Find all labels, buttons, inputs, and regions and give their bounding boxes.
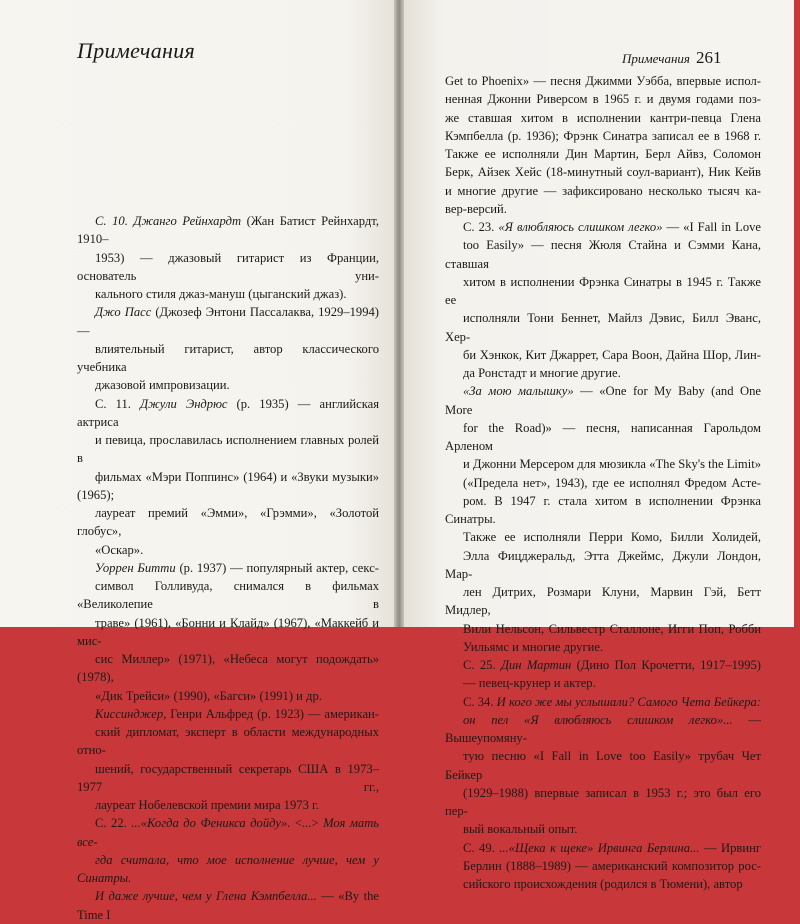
- text-line: [445, 382, 761, 419]
- text-run: — «By the Time I: [77, 889, 380, 922]
- text-line: [77, 431, 379, 468]
- text-run: ром. В 1947 г. стала хитом в исполнении Фрэнка Синатры.: [445, 493, 761, 526]
- text-line: [445, 72, 761, 90]
- text-run: 1953) — джазовый гитарист из Франции, основатель уни-: [77, 250, 379, 283]
- text-line: [445, 638, 761, 656]
- text-run: сийского происхождения (родился в Тюмени), автор: [463, 877, 743, 891]
- note-paragraph: [77, 303, 379, 394]
- text-line: [445, 875, 761, 893]
- text-line: [445, 839, 761, 857]
- text-run: («Предела нет», 1943), где ее исполнял Фредом Асте-: [463, 475, 761, 490]
- text-run: — «One for My Baby (and One More: [445, 384, 761, 417]
- text-line: [445, 109, 761, 127]
- note-paragraph: [77, 395, 379, 559]
- text-run: С. 49.: [463, 840, 500, 855]
- text-line: [445, 236, 761, 273]
- text-line: [77, 395, 379, 432]
- running-header-label: Примечания: [622, 51, 690, 66]
- text-line: [77, 851, 379, 888]
- text-run: и Джонни Мерсером для мюзикла «The Sky's the Limit»: [463, 457, 761, 472]
- note-paragraph: [445, 72, 761, 218]
- note-paragraph: [77, 705, 379, 815]
- text-run: исполняли Тони Беннет, Майлз Дэвис, Билл Эванс, Хер-: [445, 311, 761, 344]
- text-line: [445, 455, 761, 473]
- text-run: Берк, Айзек Хейс (18-минутный соул-вариант), Ник Кейв: [445, 165, 761, 180]
- text-run: С. 25.: [463, 658, 501, 672]
- text-line: [445, 711, 761, 748]
- text-line: [77, 887, 379, 924]
- italic-term: «Я влюбляюсь слишком легко»: [498, 220, 663, 234]
- text-run: Get to Phoenix» — песня Джимми Уэбба, впервые испол-: [445, 74, 761, 88]
- text-run: С. 11.: [95, 396, 141, 411]
- text-line: [445, 857, 761, 875]
- text-line: [445, 547, 761, 584]
- note-paragraph: [445, 839, 761, 894]
- note-paragraph: [77, 212, 379, 303]
- text-run: Вили Нельсон, Сильвестр Сталлоне, Игги Поп, Робби: [463, 621, 761, 636]
- text-line: [445, 784, 761, 821]
- text-run: «Оскар».: [95, 542, 144, 557]
- left-notes-text: [77, 212, 379, 924]
- italic-term: ...«Щека к щеке» Ирвинга Берлина...: [499, 840, 700, 855]
- text-run: джазовой импровизации.: [95, 378, 230, 393]
- text-line: [445, 364, 761, 382]
- text-line: [77, 577, 379, 614]
- text-line: [445, 182, 761, 200]
- text-run: лауреат премий «Эмми», «Грэмми», «Золотой глобус»,: [77, 506, 379, 539]
- text-run: вый вокальный опыт.: [463, 822, 578, 837]
- italic-term: С. 10. Джанго Рейнхардт: [95, 214, 242, 228]
- text-run: вер-версий.: [445, 201, 507, 216]
- italic-term: ...«Когда до Феникса дойду».: [131, 816, 291, 831]
- text-line: [77, 212, 379, 249]
- text-run: лен Дитрих, Розмари Клуни, Марвин Гэй, Бетт Мидлер,: [445, 585, 761, 618]
- italic-term: он пел «Я влюбляюсь слишком легко»...: [463, 712, 733, 727]
- text-run: (р. 1937) — популярный актер, секс-: [175, 560, 379, 575]
- text-run: шений, государственный секретарь США в 1973–1977 гг.,: [77, 761, 379, 794]
- book-cover-edge: [794, 0, 800, 627]
- text-line: [445, 620, 761, 638]
- text-run: хитом в исполнении Фрэнка Синатры в 1945 г. Также ее: [445, 274, 761, 307]
- text-run: Генри Альфред (р. 1923) — американ-: [166, 706, 379, 721]
- text-run: Элла Фицджеральд, Этта Джеймс, Джули Лондон, Мар-: [445, 548, 761, 581]
- text-run: too Easily» — песня Жюля Стайна и Сэмми Кана, ставшая: [445, 238, 761, 271]
- text-line: [445, 163, 761, 181]
- note-paragraph: [445, 382, 761, 656]
- italic-term: Моя мать все-: [77, 816, 380, 849]
- text-line: [77, 285, 379, 303]
- text-line: [77, 760, 379, 797]
- text-run: (Дино Пол Крочетти, 1917–1995): [571, 658, 761, 672]
- text-line: [445, 200, 761, 218]
- running-header: [622, 48, 721, 68]
- text-line: [445, 656, 761, 674]
- text-line: [445, 273, 761, 310]
- text-line: [77, 303, 379, 340]
- italic-term: Киссинджер,: [95, 706, 167, 721]
- text-run: ненная Джонни Риверсом в 1965 г. и двумя годами поз-: [445, 92, 761, 107]
- text-line: [77, 650, 379, 687]
- text-line: [77, 249, 379, 286]
- text-line: [77, 705, 379, 723]
- text-run: Кэмпбелла (р. 1936); Фрэнк Синатра записал ее в 1968 г.: [445, 128, 761, 143]
- text-run: «Дик Трейси» (1990), «Багси» (1991) и др.: [95, 688, 322, 703]
- text-line: [445, 309, 761, 346]
- text-line: [77, 814, 379, 851]
- italic-term: «За мою малышку»: [463, 384, 574, 399]
- text-line: [445, 492, 761, 529]
- text-run: С. 34.: [463, 694, 497, 709]
- left-page: [0, 0, 394, 922]
- text-line: [77, 541, 379, 559]
- text-line: [77, 796, 379, 814]
- text-line: [445, 346, 761, 364]
- text-run: символ Голливуда, снимался в фильмах «Великолепие в: [77, 579, 379, 612]
- text-run: и многие другие — зафиксировано несколько тысяч ка-: [445, 183, 761, 198]
- text-run: сис Миллер» (1971), «Небеса могут подождать» (1978),: [77, 652, 379, 685]
- text-line: [445, 747, 761, 784]
- text-run: лауреат Нобелевской премии мира 1973 г.: [95, 798, 319, 812]
- text-line: [445, 127, 761, 145]
- italic-term: гда считала, что мое исполнение лучше, чем у Синатры.: [77, 852, 379, 885]
- page-title: Примечания: [77, 38, 196, 63]
- text-line: [77, 559, 379, 577]
- text-line: [445, 693, 761, 711]
- text-line: [77, 504, 379, 541]
- text-line: [445, 90, 761, 108]
- text-run: Также ее исполняли Перри Комо, Билли Холидей,: [463, 530, 761, 545]
- text-run: — Ирвинг: [699, 840, 762, 855]
- page-number: 261: [695, 48, 722, 67]
- text-run: ский дипломат, эксперт в области международных отно-: [77, 725, 379, 758]
- italic-term: И кого же мы услышали? Самого Чета Бейкера:: [496, 694, 762, 709]
- note-paragraph: [77, 559, 379, 705]
- text-run: же ставшая хитом в исполнении кантри-певца Глена: [445, 110, 761, 125]
- text-line: [77, 723, 379, 760]
- text-run: — «I Fall in Love: [662, 220, 761, 234]
- text-run: и певица, прославилась исполнением главных ролей в: [77, 433, 379, 466]
- text-line: [445, 145, 761, 163]
- note-paragraph: [445, 218, 761, 382]
- italic-term: Джо Пасс: [95, 305, 152, 320]
- text-run: — Вышеупомяну-: [445, 712, 762, 745]
- note-paragraph: [445, 693, 761, 839]
- note-paragraph: [77, 814, 379, 924]
- text-line: [445, 419, 761, 456]
- text-line: [445, 820, 761, 838]
- text-line: [445, 674, 761, 692]
- text-line: [77, 340, 379, 377]
- italic-term: Дин Мартин: [500, 658, 572, 672]
- text-run: фильмах «Мэри Поппинс» (1964) и «Звуки музыки» (1965);: [77, 469, 379, 502]
- book-gutter: [394, 0, 404, 627]
- text-run: (Джозеф Энтони Пассалаква, 1929–1994) —: [77, 305, 380, 338]
- text-run: кального стиля джаз-мануш (цыганский джаз).: [95, 287, 347, 301]
- text-run: — певец-крунер и актер.: [463, 676, 596, 691]
- text-run: С. 22.: [95, 816, 132, 831]
- note-paragraph: [445, 656, 761, 693]
- italic-term: Джули Эндрюс: [140, 396, 228, 411]
- text-line: [77, 687, 379, 705]
- text-run: (р. 1935) — английская актриса: [77, 396, 380, 429]
- text-run: да Ронстадт и многие другие.: [463, 366, 621, 380]
- text-run: Уильямс и многие другие.: [463, 639, 604, 654]
- text-run: (1929–1988) впервые записал в 1953 г.; это был его пер-: [445, 785, 761, 818]
- text-line: [445, 218, 761, 236]
- text-run: <...>: [290, 816, 324, 831]
- text-run: Также ее исполняли Дин Мартин, Берл Айвз, Соломон: [445, 147, 761, 161]
- text-line: [445, 474, 761, 492]
- text-run: тую песню «I Fall in Love too Easily» трубач Чет Бейкер: [445, 749, 761, 782]
- text-run: (Жан Батист Рейнхардт, 1910–: [77, 214, 379, 247]
- text-line: [77, 376, 379, 394]
- text-line: [77, 468, 379, 505]
- text-run: for the Road)» — песня, написанная Гарольдом Арленом: [445, 420, 761, 453]
- text-run: влиятельный гитарист, автор классического учебника: [77, 341, 379, 374]
- right-notes-text: [445, 72, 761, 893]
- text-run: С. 23.: [463, 220, 499, 234]
- italic-term: И даже лучше, чем у Глена Кэмпбелла...: [95, 889, 317, 904]
- text-run: би Хэнкок, Кит Джаррет, Сара Воон, Дайна Шор, Лин-: [463, 347, 761, 362]
- italic-term: Уоррен Битти: [95, 560, 176, 575]
- text-run: Берлин (1888–1989) — американский композитор рос-: [463, 858, 761, 873]
- text-line: [77, 614, 379, 651]
- text-run: траве» (1961), «Бонни и Клайд» (1967), «Маккейб и мис-: [77, 615, 379, 648]
- text-line: [445, 528, 761, 546]
- text-line: [445, 583, 761, 620]
